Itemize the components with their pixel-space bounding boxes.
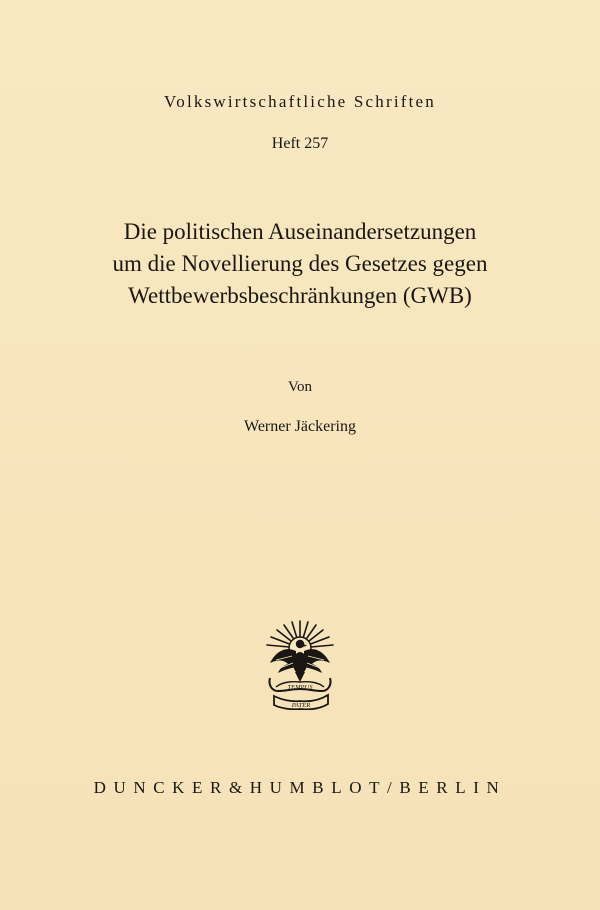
title-line-3: Wettbewerbsbeschränkungen (GWB) [128, 283, 472, 308]
book-title [0, 216, 600, 312]
eagle-sun-emblem-icon [262, 618, 338, 710]
publisher-imprint: DUNCKER&HUMBLOT/BERLIN [93, 778, 507, 797]
by-label: Von [288, 379, 312, 395]
svg-text:PATER: PATER [291, 702, 311, 709]
svg-text:TEMPUS: TEMPUS [287, 684, 313, 691]
author-name: Werner Jäckering [244, 418, 356, 435]
title-line-1: Die politischen Auseinandersetzungen [123, 219, 477, 244]
series-title: Volkswirtschaftliche Schriften [163, 92, 436, 111]
title-line-2: um die Novellierung des Gesetzes gegen [112, 251, 488, 276]
issue-number: Heft 257 [271, 135, 329, 152]
